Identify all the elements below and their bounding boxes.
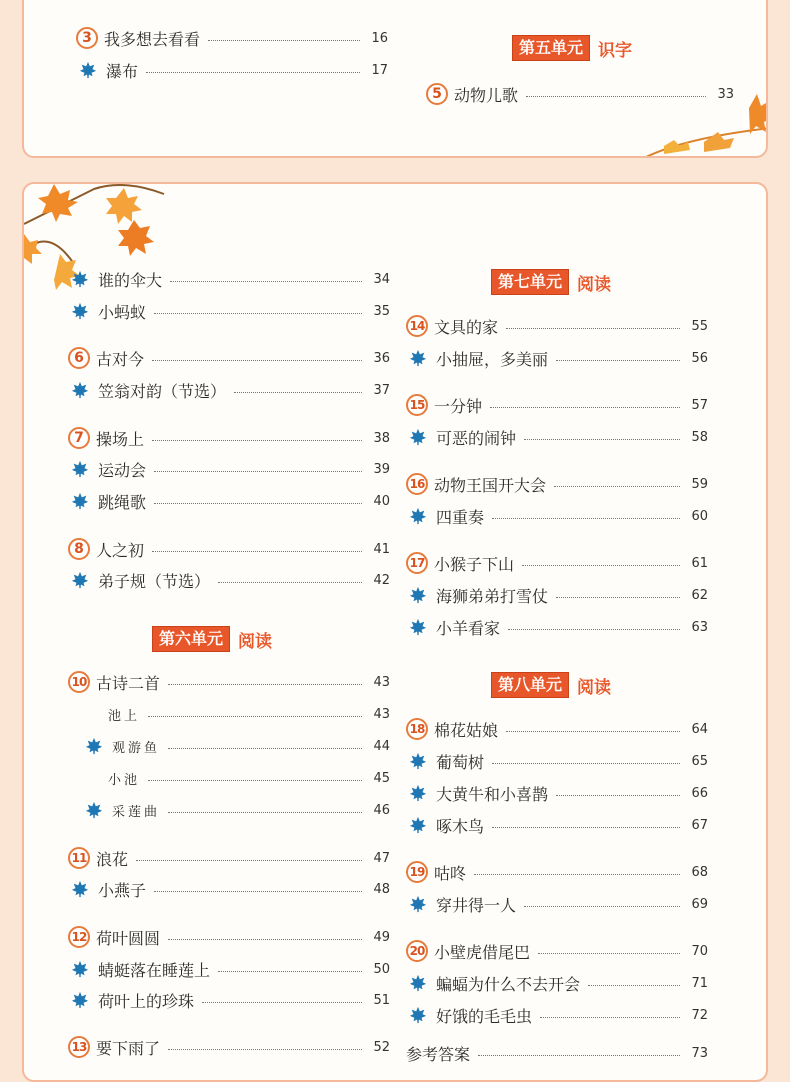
maple-leaf-icon: [406, 1006, 430, 1024]
maple-leaf-icon: [68, 880, 92, 898]
leader-dots: [168, 747, 362, 749]
page-number: 67: [691, 817, 708, 833]
page-number: 46: [373, 802, 390, 818]
maple-leaves-decoration-bottom-right: [624, 88, 768, 158]
maple-leaf-icon: [406, 816, 430, 834]
toc-entry[interactable]: [68, 377, 390, 403]
leader-dots: [492, 826, 680, 828]
page-number: 49: [373, 929, 390, 945]
page-number: 62: [691, 587, 708, 603]
unit-8-kind: 阅读: [577, 677, 612, 698]
toc-entry[interactable]: [406, 812, 708, 838]
toc-card-top: [22, 0, 768, 158]
leader-dots: [524, 438, 680, 440]
entry-title: 瀑布: [106, 61, 139, 81]
entry-title: 弟子规（节选）: [98, 571, 211, 591]
toc-entry[interactable]: [68, 345, 390, 371]
lesson-number-badge: 18: [406, 718, 428, 740]
toc-entry[interactable]: [68, 536, 390, 562]
leader-dots: [538, 952, 680, 954]
page-number: 39: [373, 461, 390, 477]
entry-title: 池上: [108, 708, 141, 724]
entry-title: 动物儿歌: [454, 85, 519, 105]
page-number: 58: [691, 429, 708, 445]
leader-dots: [506, 327, 680, 329]
page-number: 51: [373, 992, 390, 1008]
page-number: 68: [691, 864, 708, 880]
toc-entry[interactable]: [406, 780, 708, 806]
entry-title: 小蚂蚁: [98, 302, 147, 322]
page-number: 48: [373, 881, 390, 897]
maple-leaf-icon: [68, 960, 92, 978]
toc-entry[interactable]: [406, 392, 708, 418]
leader-dots: [556, 596, 680, 598]
page-number: 72: [691, 1007, 708, 1023]
leader-dots: [474, 873, 680, 875]
leader-dots: [492, 517, 680, 519]
leader-dots: [202, 1001, 362, 1003]
entry-title: 笠翁对韵（节选）: [98, 381, 227, 401]
page-number: 50: [373, 961, 390, 977]
leader-dots: [524, 905, 680, 907]
leader-dots: [168, 938, 362, 940]
entry-title: 四重奏: [436, 507, 485, 527]
toc-entry[interactable]: [76, 57, 388, 83]
maple-leaf-icon: [68, 492, 92, 510]
toc-entry[interactable]: [68, 298, 390, 324]
toc-entry[interactable]: [406, 970, 708, 996]
maple-leaf-icon: [406, 586, 430, 604]
leader-dots: [522, 564, 680, 566]
leader-dots: [152, 439, 362, 441]
maple-leaf-icon: [68, 381, 92, 399]
maple-leaf-icon: [76, 61, 100, 79]
entry-title: 小池: [108, 772, 141, 788]
unit-7-kind: 阅读: [577, 274, 612, 295]
toc-entry[interactable]: [406, 748, 708, 774]
maple-leaf-icon: [68, 991, 92, 1009]
entry-title: 我多想去看看: [104, 29, 201, 49]
entry-title: 啄木鸟: [436, 816, 485, 836]
toc-entry[interactable]: [406, 716, 708, 742]
leader-dots: [148, 715, 362, 717]
page-number: 70: [691, 943, 708, 959]
toc-entry[interactable]: [406, 859, 708, 885]
page-number: 61: [691, 555, 708, 571]
maple-leaf-icon: [406, 428, 430, 446]
leader-dots: [540, 1016, 680, 1018]
leader-dots: [152, 550, 362, 552]
lesson-number-badge: 13: [68, 1036, 90, 1058]
unit-6-name: 第六单元: [152, 626, 230, 652]
maple-leaf-icon: [82, 737, 106, 755]
maple-leaf-icon: [406, 618, 430, 636]
leader-dots: [508, 628, 680, 630]
toc-entry[interactable]: [406, 891, 708, 917]
lesson-number-badge: 16: [406, 473, 428, 495]
page-number: 44: [373, 738, 390, 754]
page-number: 45: [373, 770, 390, 786]
toc-entry[interactable]: [68, 669, 390, 695]
entry-title: 文具的家: [434, 317, 499, 337]
toc-entry[interactable]: [406, 582, 708, 608]
maple-leaf-icon: [68, 571, 92, 589]
toc-entry[interactable]: [68, 266, 390, 292]
entry-title: 蜻蜓落在睡莲上: [98, 960, 211, 980]
toc-entry[interactable]: [68, 1034, 390, 1060]
toc-entry[interactable]: [68, 876, 390, 902]
toc-entry[interactable]: [108, 701, 390, 727]
unit-8-name: 第八单元: [491, 672, 569, 698]
maple-leaf-icon: [406, 349, 430, 367]
entry-title: 运动会: [98, 460, 147, 480]
unit-7-header: [491, 268, 611, 296]
unit-5-header: [512, 34, 632, 62]
page-number: 40: [373, 493, 390, 509]
toc-entry[interactable]: [406, 614, 708, 640]
page-number: 41: [373, 541, 390, 557]
toc-entry[interactable]: [406, 1002, 708, 1028]
toc-entry[interactable]: [406, 503, 708, 529]
toc-entry[interactable]: [406, 471, 708, 497]
lesson-number-badge: 20: [406, 940, 428, 962]
entry-title: 小抽屉，多美丽: [436, 349, 549, 369]
entry-title: 小羊看家: [436, 618, 501, 638]
appendix-entry[interactable]: [406, 1040, 708, 1066]
page-number: 37: [373, 382, 390, 398]
lesson-number-badge: 14: [406, 315, 428, 337]
toc-entry[interactable]: [82, 733, 390, 759]
leader-dots: [136, 859, 362, 861]
entry-title: 小猴子下山: [434, 554, 515, 574]
leader-dots: [152, 359, 362, 361]
page-number: 35: [373, 303, 390, 319]
lesson-number-badge: 7: [68, 427, 90, 449]
page-number: 38: [373, 430, 390, 446]
lesson-number-badge: 6: [68, 347, 90, 369]
page-number: 55: [691, 318, 708, 334]
toc-entry[interactable]: [68, 425, 390, 451]
toc-entry[interactable]: [406, 938, 708, 964]
entry-title: 海狮弟弟打雪仗: [436, 586, 549, 606]
leader-dots: [506, 730, 680, 732]
toc-entry[interactable]: [82, 797, 390, 823]
page-number: 16: [371, 30, 388, 46]
entry-title: 观游鱼: [112, 740, 161, 756]
entry-title: 小燕子: [98, 880, 147, 900]
leader-dots: [148, 779, 362, 781]
toc-entry[interactable]: [406, 345, 708, 371]
appendix-page: 73: [691, 1045, 708, 1061]
page-number: 43: [373, 674, 390, 690]
page-number: 52: [373, 1039, 390, 1055]
entry-title: 葡萄树: [436, 752, 485, 772]
entry-title: 荷叶上的珍珠: [98, 991, 195, 1011]
page-number: 17: [371, 62, 388, 78]
maple-leaf-icon: [82, 801, 106, 819]
lesson-number-badge: 3: [76, 27, 98, 49]
toc-entry[interactable]: [76, 25, 388, 51]
leader-dots: [154, 890, 362, 892]
page-number: 36: [373, 350, 390, 366]
unit-8-header: [491, 671, 611, 699]
page-number: 66: [691, 785, 708, 801]
toc-entry[interactable]: [68, 456, 390, 482]
entry-title: 大黄牛和小喜鹊: [436, 784, 549, 804]
entry-title: 古对今: [96, 349, 145, 369]
toc-entry[interactable]: [68, 987, 390, 1013]
leader-dots: [490, 406, 680, 408]
page-number: 64: [691, 721, 708, 737]
page-number: 60: [691, 508, 708, 524]
lesson-number-badge: 8: [68, 538, 90, 560]
maple-leaf-icon: [406, 752, 430, 770]
leader-dots: [146, 71, 360, 73]
entry-title: 咕咚: [434, 863, 467, 883]
entry-title: 穿井得一人: [436, 895, 517, 915]
leader-dots: [556, 794, 680, 796]
lesson-number-badge: 10: [68, 671, 90, 693]
maple-leaf-icon: [68, 302, 92, 320]
leader-dots: [218, 581, 362, 583]
leader-dots: [154, 312, 362, 314]
lesson-number-badge: 19: [406, 861, 428, 883]
entry-title: 操场上: [96, 429, 145, 449]
entry-title: 一分钟: [434, 396, 483, 416]
page-number: 34: [373, 271, 390, 287]
toc-entry[interactable]: [68, 924, 390, 950]
page-number: 71: [691, 975, 708, 991]
maple-leaf-icon: [406, 895, 430, 913]
toc-entry[interactable]: [68, 956, 390, 982]
entry-title: 古诗二首: [96, 673, 161, 693]
lesson-number-badge: 15: [406, 394, 428, 416]
unit-5-name: 第五单元: [512, 35, 590, 61]
lesson-number-badge: 11: [68, 847, 90, 869]
toc-entry[interactable]: [406, 550, 708, 576]
unit-7-name: 第七单元: [491, 269, 569, 295]
page-number: 56: [691, 350, 708, 366]
toc-card-main: [22, 182, 768, 1082]
leader-dots: [556, 359, 680, 361]
toc-entry[interactable]: [68, 845, 390, 871]
page-number: 63: [691, 619, 708, 635]
leader-dots: [234, 391, 362, 393]
entry-title: 跳绳歌: [98, 492, 147, 512]
leader-dots: [218, 970, 362, 972]
toc-entry[interactable]: [68, 488, 390, 514]
toc-entry[interactable]: [108, 765, 390, 791]
toc-entry[interactable]: [406, 424, 708, 450]
page-number: 42: [373, 572, 390, 588]
appendix-title: 参考答案: [406, 1044, 471, 1064]
page-number: 65: [691, 753, 708, 769]
page-number: 69: [691, 896, 708, 912]
entry-title: 可恶的闹钟: [436, 428, 517, 448]
entry-title: 好饿的毛毛虫: [436, 1006, 533, 1026]
entry-title: 荷叶圆圆: [96, 928, 161, 948]
entry-title: 浪花: [96, 849, 129, 869]
page-number: 33: [717, 86, 734, 102]
leader-dots: [588, 984, 680, 986]
toc-entry[interactable]: [406, 313, 708, 339]
entry-title: 人之初: [96, 540, 145, 560]
leader-dots: [154, 502, 362, 504]
lesson-number-badge: 12: [68, 926, 90, 948]
leader-dots: [154, 470, 362, 472]
leader-dots: [170, 280, 362, 282]
entry-title: 要下雨了: [96, 1038, 161, 1058]
maple-leaf-icon: [406, 507, 430, 525]
maple-leaf-icon: [406, 974, 430, 992]
leader-dots: [168, 1048, 362, 1050]
toc-entry[interactable]: [68, 567, 390, 593]
leader-dots: [492, 762, 680, 764]
maple-leaf-icon: [406, 784, 430, 802]
page-number: 59: [691, 476, 708, 492]
entry-title: 棉花姑娘: [434, 720, 499, 740]
entry-title: 蝙蝠为什么不去开会: [436, 974, 581, 994]
entry-title: 小壁虎借尾巴: [434, 942, 531, 962]
page-number: 43: [373, 706, 390, 722]
unit-5-kind: 识字: [598, 40, 633, 61]
maple-leaf-icon: [68, 270, 92, 288]
lesson-number-badge: 5: [426, 83, 448, 105]
unit-6-kind: 阅读: [238, 631, 273, 652]
entry-title: 采莲曲: [112, 804, 161, 820]
leader-dots: [168, 811, 362, 813]
maple-leaf-icon: [68, 460, 92, 478]
leader-dots: [554, 485, 680, 487]
page-number: 47: [373, 850, 390, 866]
lesson-number-badge: 17: [406, 552, 428, 574]
entry-title: 动物王国开大会: [434, 475, 547, 495]
entry-title: 谁的伞大: [98, 270, 163, 290]
unit-6-header: [152, 625, 272, 653]
leader-dots: [168, 683, 362, 685]
leader-dots: [208, 39, 360, 41]
page-number: 57: [691, 397, 708, 413]
